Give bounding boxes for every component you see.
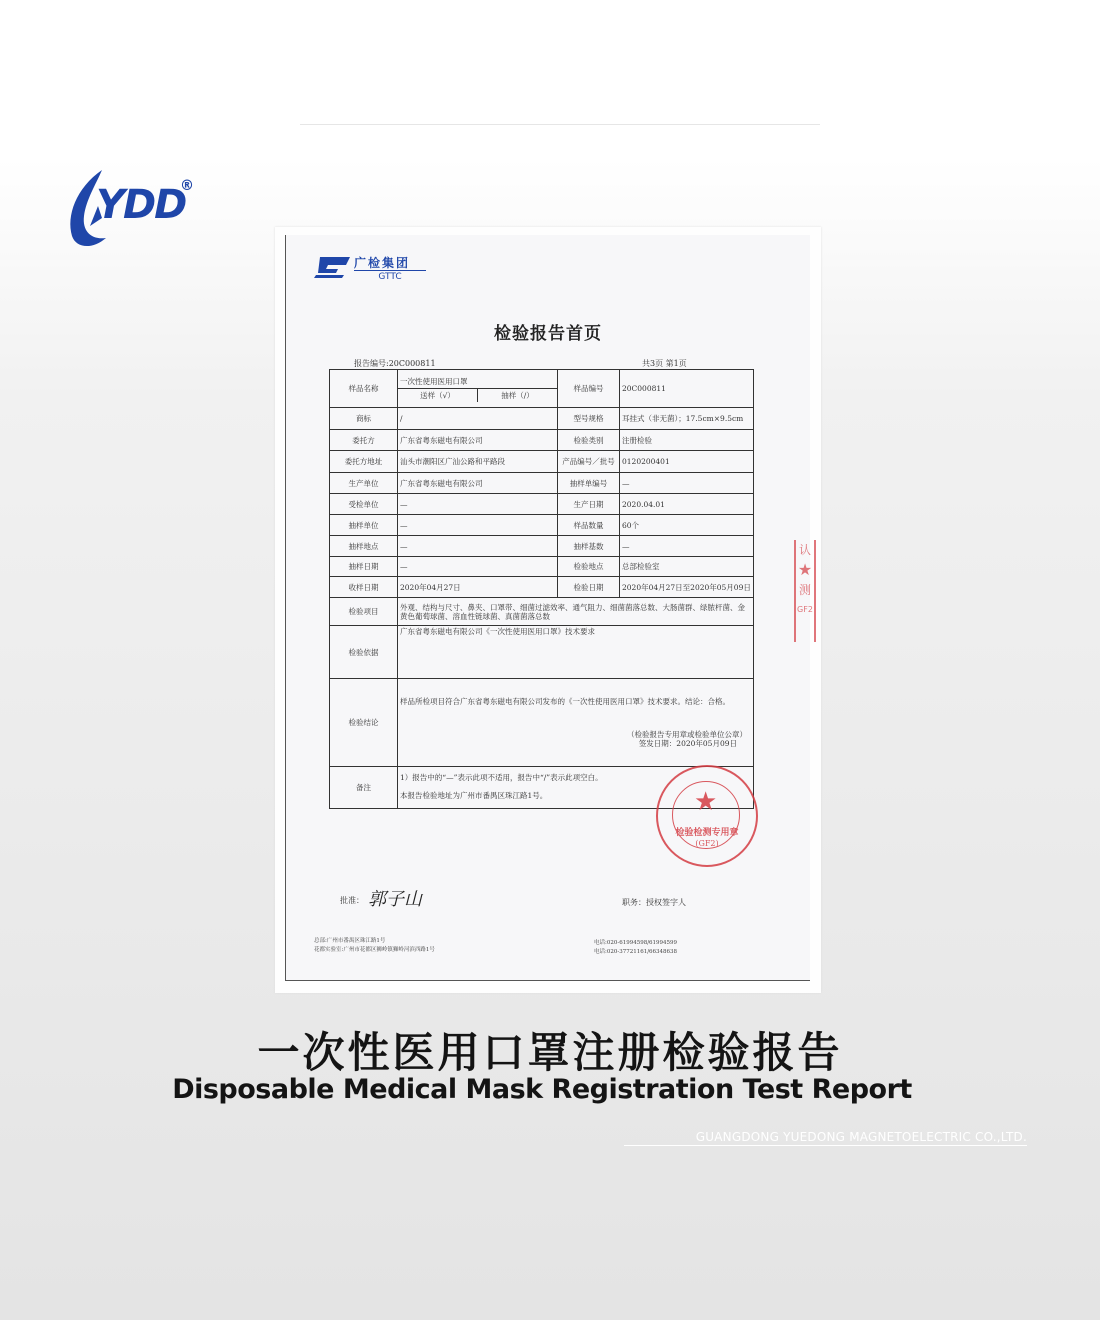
sample-no-label: 样品编号 [558,370,620,408]
table-row [330,536,754,557]
receive-date-value: 2020年04月27日 [398,577,558,598]
batch-value: 0120200401 [620,451,754,473]
table-row [330,430,754,451]
footer-hq: 总部:广州市番禺区珠江路1号 [314,938,386,944]
table-row [330,408,754,430]
top-divider [300,124,820,125]
footer-tel-1: 电话:020-61994598/61994599 [594,940,678,946]
seal-star-icon: ★ [694,787,718,817]
test-items-label: 检验项目 [330,598,398,626]
issue-date: 签发日期：2020年05月09日 [638,739,737,748]
test-items-value: 外观、结构与尺寸、鼻夹、口罩带、细菌过滤效率、通气阻力、细菌菌落总数、大肠菌群、绿脓杆菌、金黄色葡萄球菌、溶血性链球菌、真菌菌落总数 [398,598,754,626]
receive-date-label: 收样日期 [330,577,398,598]
official-seal [656,765,758,867]
conclusion-cell [398,679,754,767]
report-image-frame [275,227,821,993]
test-place-value: 总部检验室 [620,557,754,577]
draw-sample: 抽样（/） [501,391,534,400]
gttc-logo [314,253,444,287]
table-row [330,577,754,598]
send-sample: 送样（√） [398,389,478,402]
draw-unit-label: 抽样单位 [330,515,398,536]
caption-english: Disposable Medical Mask Registration Test Report [172,1074,912,1105]
footer-phones [594,939,677,957]
draw-base-value: — [620,536,754,557]
production-date-value: 2020.04.01 [620,494,754,515]
draw-place-value: — [398,536,558,557]
report-title: 检验报告首页 [494,324,602,344]
client-label: 委托方 [330,430,398,451]
remark-line-2: 本报告检验地址为广州市番禺区珠江路1号。 [400,791,548,800]
ydd-logo [62,166,202,252]
draw-no-label: 抽样单编号 [558,473,620,494]
quantity-value: 60个 [620,515,754,536]
table-row [330,494,754,515]
sample-name-cell [398,370,558,408]
sample-name-value: 一次性使用医用口罩 [400,377,468,386]
test-type-label: 检验类别 [558,430,620,451]
test-basis-label: 检验依据 [330,626,398,679]
draw-base-label: 抽样基数 [558,536,620,557]
table-row [330,473,754,494]
test-report-document [285,235,810,981]
report-number: 报告编号:20C000811 [354,359,436,368]
issuer-abbrev: GTTC [354,270,426,282]
issuer-name: 广检集团 [354,256,411,270]
table-row [330,679,754,767]
quantity-label: 样品数量 [558,515,620,536]
signer-role: 职务：授权签字人 [622,898,686,907]
table-row [330,370,754,408]
approver-signature: 郭子山 [368,889,422,910]
producer-label: 生产单位 [330,473,398,494]
batch-label: 产品编号／批号 [558,451,620,473]
footer-tel-2: 电话:020-37721161/66348638 [594,949,678,955]
footer-address [314,937,435,955]
approve-label: 批准： [340,896,364,905]
remark-label: 备注 [330,767,398,809]
inspected-unit-label: 受检单位 [330,494,398,515]
logo-registered-mark: ® [180,178,194,194]
page-info: 共3页 第1页 [642,359,687,368]
seal-code: (GF2) [695,839,719,848]
document-bottom-edge [286,980,810,981]
test-date-value: 2020年04月27日至2020年05月09日 [620,577,754,598]
table-row [330,626,754,679]
table-row [330,515,754,536]
brand-value: / [398,408,558,430]
draw-unit-value: — [398,515,558,536]
stamp-note: （检验报告专用章或检验单位公章） [627,730,747,739]
model-value: 耳挂式（非无菌）；17.5cm×9.5cm [620,408,754,430]
gttc-logo-icon [314,253,352,279]
report-table [329,369,754,809]
remark-line-1: 1）报告中的“—”表示此项不适用，报告中“/”表示此项空白。 [400,773,603,782]
caption-chinese: 一次性医用口罩注册检验报告 [257,1028,843,1077]
client-address-value: 汕头市潮阳区广汕公路和平路段 [398,451,558,473]
sample-no-value: 20C000811 [620,370,754,408]
logo-text: YDD [96,182,186,228]
table-row [330,557,754,577]
table-row [330,451,754,473]
brand-label: 商标 [330,408,398,430]
test-type-value: 注册检验 [620,430,754,451]
test-date-label: 检验日期 [558,577,620,598]
seal-text: 检验检测专用章 [675,828,739,838]
side-partial-seal: 认 ★ 测 GF2 [794,540,816,642]
company-name: GUANGDONG YUEDONG MAGNETOELECTRIC CO.,LTD. [624,1130,1027,1146]
producer-value: 广东省粤东磁电有限公司 [398,473,558,494]
conclusion-text: 样品所检项目符合广东省粤东磁电有限公司发布的《一次性使用医用口罩》技术要求。结论：合格。 [400,697,730,706]
footer-lab: 花都实验室:广州市花都区狮岭镇狮岭河滨西路1号 [314,947,435,953]
sample-name-label: 样品名称 [330,370,398,408]
draw-no-value: — [620,473,754,494]
draw-date-value: — [398,557,558,577]
client-value: 广东省粤东磁电有限公司 [398,430,558,451]
table-row [330,598,754,626]
draw-date-label: 抽样日期 [330,557,398,577]
model-label: 型号规格 [558,408,620,430]
sample-method [398,388,557,402]
inspected-unit-value: — [398,494,558,515]
production-date-label: 生产日期 [558,494,620,515]
client-address-label: 委托方地址 [330,451,398,473]
draw-place-label: 抽样地点 [330,536,398,557]
test-basis-value: 广东省粤东磁电有限公司《一次性使用医用口罩》技术要求 [398,626,754,679]
test-place-label: 检验地点 [558,557,620,577]
conclusion-label: 检验结论 [330,679,398,767]
